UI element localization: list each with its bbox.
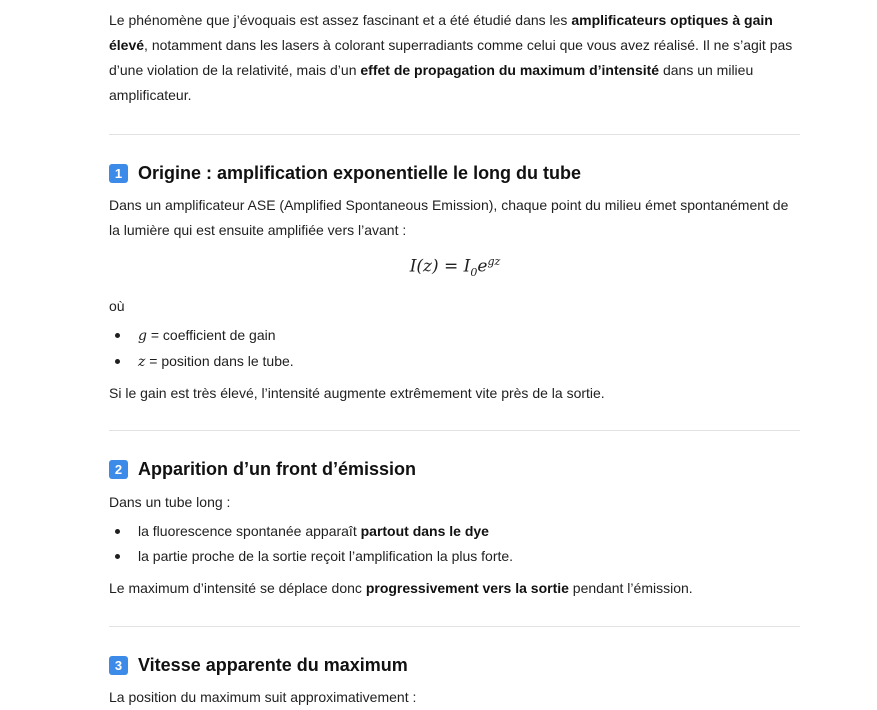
bullet-text: = coefficient de gain [146, 327, 276, 343]
formula-base: e [477, 256, 488, 277]
section-3-paragraph-1: La position du maximum suit approximativement : [109, 689, 417, 705]
intro-text-1: Le phénomène que j’évoquais est assez fascinant et a été étudié dans les [109, 12, 572, 28]
section-2-title: Apparition d’un front d’émission [138, 459, 416, 479]
bullet-text: la partie proche de la sortie reçoit l’amplification la plus forte. [138, 548, 514, 564]
intro-paragraph [109, 8, 801, 108]
section-2-heading [109, 457, 416, 481]
section-2-paragraph-1: Dans un tube long : [109, 494, 231, 510]
para-bold: progressivement vers la sortie [365, 580, 569, 596]
intro-bold-1: amplificateurs optiques à gain élevé [109, 12, 773, 53]
gain-formula [109, 255, 801, 279]
section-2-paragraph-2 [109, 576, 801, 601]
section-1-title: Origine : amplification exponentielle le long du tube [138, 163, 582, 183]
list-item [109, 323, 294, 349]
variable-z: z [138, 354, 146, 370]
formula-lhs: I(z) = I [409, 256, 471, 277]
para-text-2: pendant l’émission. [568, 580, 693, 596]
list-item [109, 544, 513, 569]
intro-text-2: , notamment dans les lasers à colorant superradiants comme celui que vous avez réalisé. Il ne s’agit pas d’une violation de la relativité, mais d’un [109, 37, 793, 78]
keycap-one-icon: 1 [109, 164, 128, 183]
list-item [109, 349, 294, 375]
formula-subscript: 0 [470, 266, 478, 280]
keycap-three-icon: 3 [109, 656, 128, 675]
keycap-two-icon: 2 [109, 460, 128, 479]
where-label: où [109, 298, 125, 314]
section-1-paragraph-1: Dans un amplificateur ASE (Amplified Spontaneous Emission), chaque point du milieu émet spontanément de la lumière qui est ensuite amplifiée vers l’avant : [109, 197, 789, 238]
para-text-1: Le maximum d’intensité se déplace donc [109, 580, 366, 596]
list-item [109, 519, 513, 544]
bullet-text: = position dans le tube. [145, 353, 294, 369]
bullet-bold: partout dans le dye [360, 523, 489, 539]
intro-text-3: dans un milieu amplificateur. [109, 62, 754, 103]
section-3-title: Vitesse apparente du maximum [138, 655, 408, 675]
bullet-text: la fluorescence spontanée apparaît [138, 523, 361, 539]
intro-bold-2: effet de propagation du maximum d’intensité [360, 62, 660, 78]
divider-2 [109, 430, 800, 431]
section-1-bullet-list [109, 323, 294, 375]
variable-g: g [138, 328, 147, 344]
section-3-heading [109, 653, 408, 677]
formula-exponent: gz [487, 255, 501, 268]
section-1-heading [109, 161, 581, 185]
divider-1 [109, 134, 800, 135]
section-2-bullet-list [109, 519, 513, 569]
divider-3 [109, 626, 800, 627]
section-1-paragraph-2: Si le gain est très élevé, l’intensité augmente extrêmement vite près de la sortie. [109, 385, 605, 401]
